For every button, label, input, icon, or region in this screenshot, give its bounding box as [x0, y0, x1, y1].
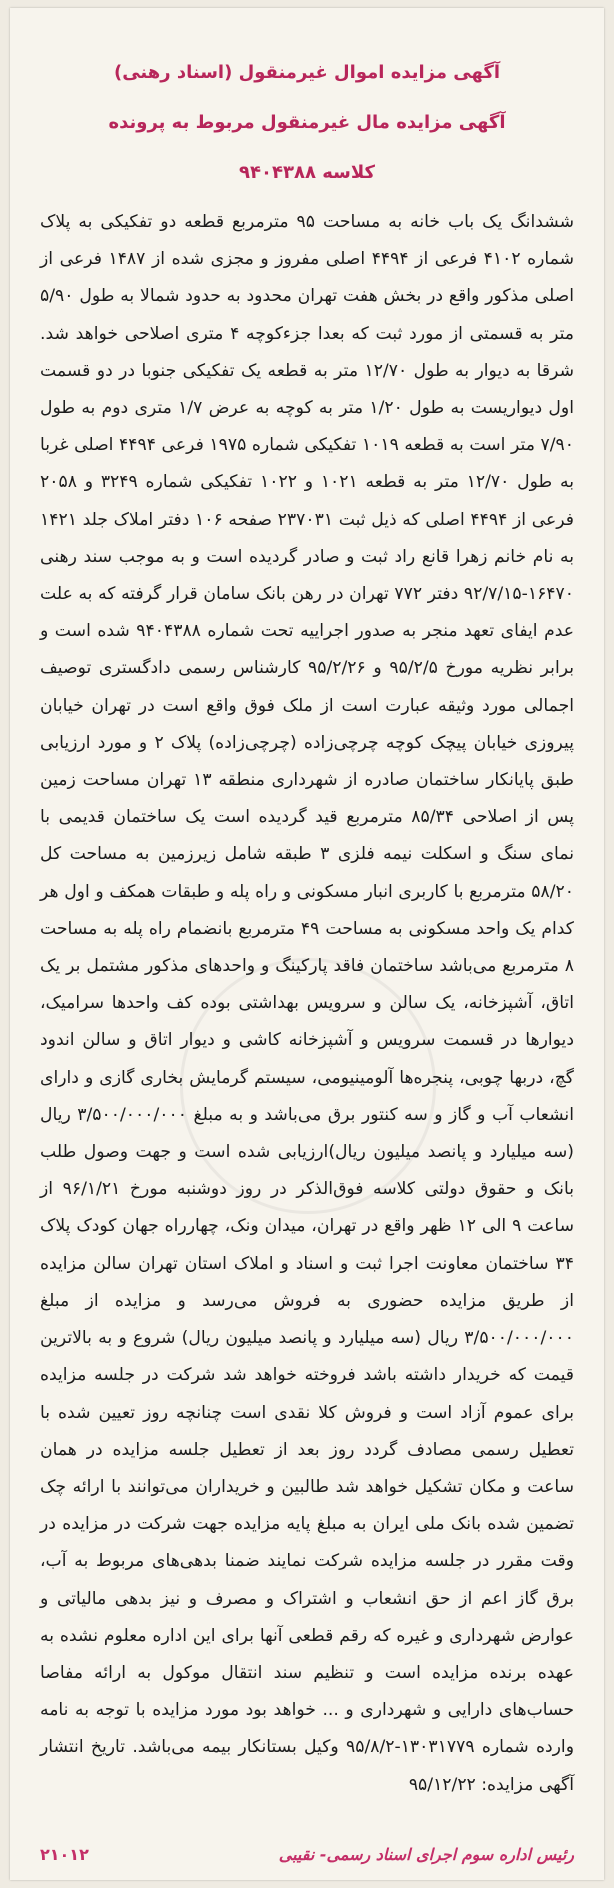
title-line-3: کلاسه ۹۴۰۴۳۸۸	[239, 162, 375, 183]
notice-body: ششدانگ یک باب خانه به مساحت ۹۵ مترمربع قطعه دو تفکیکی به پلاک شماره ۴۱۰۲ فرعی از ۴۴۹۴ اصلی مفروز و مجزی شده از ۱۴۸۷ فرعی از اصلی مذکور واقع در بخش هفت تهران محدود به حدود شمالا به طول ۵/۹۰ متر به قسمتی از مورد ثبت که بعدا جزءکوچه ۴ متری اصلاحی خواهد شد. شرقا به دیوار به طول ۱۲/۷۰ متر به قطعه یک تفکیکی جنوبا در دو قسمت اول دیواریست به طول ۱/۲۰ متر به کوچه به عرض ۱/۷ متری دوم به طول ۷/۹۰ متر است به قطعه ۱۰۱۹ تفکیکی شماره ۱۹۷۵ فرعی ۴۴۹۴ اصلی غربا به طول ۱۲/۷۰ متر به قطعه ۱۰۲۱ و ۱۰۲۲ تفکیکی شماره ۳۲۴۹ و ۲۰۵۸ فرعی از ۴۴۹۴ اصلی که ذیل ثبت ۲۳۷۰۳۱ صفحه ۱۰۶ دفتر املاک جلد ۱۴۲۱ به نام خانم زهرا قانع راد ثبت و صادر گردیده است و به موجب سند رهنی ۱۶۴۷۰-۹۲/۷/۱۵ دفتر ۷۷۲ تهران در رهن بانک سامان قرار گرفته که به علت عدم ایفای تعهد منجر به صدور اجراییه تحت شماره ۹۴۰۴۳۸۸ شده است و برابر نظریه مورخ ۹۵/۲/۵ و ۹۵/۲/۲۶ کارشناس رسمی دادگستری توصیف اجمالی مورد وثیقه عبارت است از ملک فوق واقع است در تهران خیابان پیروزی خیابان پیچک کوچه چرچی‌زاده (چرچی‌زاده) پلاک ۲ و مورد ارزیابی طبق پایانکار ساختمان صادره از شهرداری منطقه ۱۳ تهران مساحت زمین پس از اصلاحی ۸۵/۳۴ مترمربع قید گردیده است یک ساختمان قدیمی با نمای سنگ و اسکلت نیمه فلزی ۳ طبقه شامل زیرزمین به مساحت کل ۵۸/۲۰ مترمربع با کاربری انبار مسکونی و راه پله و طبقات همکف و اول هر کدام یک واحد مسکونی به مساحت ۴۹ مترمربع بانضمام راه پله به مساحت ۸ مترمربع می‌باشد ساختمان فاقد پارکینگ و واحدهای مذکور مشتمل بر یک اتاق، آشپزخانه، یک سالن و سرویس بهداشتی بوده کف واحدها سرامیک، دیوارها در قسمت سرویس و آشپزخانه کاشی و دیوار اتاق و سالن اندود گچ، دربها چوبی، پنجره‌ها آلومینیومی، سیستم گرمایش بخاری گازی و دارای انشعاب آب و گاز و سه کنتور برق می‌باشد و به مبلغ ۳/۵۰۰/۰۰۰/۰۰۰ ریال (سه میلیارد و پانصد میلیون ریال)ارزیابی شده است و جهت وصول طلب بانک و حقوق دولتی کلاسه فوق‌الذکر در روز دوشنبه مورخ ۹۶/۱/۲۱ از ساعت ۹ الی ۱۲ ظهر واقع در تهران، میدان ونک، چهارراه جهان کودک پلاک ۳۴ ساختمان معاونت اجرا ثبت و اسناد و املاک استان تهران سالن مزایده از طریق مزایده حضوری به فروش می‌رسد و مزایده از مبلغ ۳/۵۰۰/۰۰۰/۰۰۰ ریال (سه میلیارد و پانصد میلیون ریال) شروع و به بالاترین قیمت که خریدار داشته باشد فروخته خواهد شد شرکت در جلسه مزایده برای عموم آزاد است و فروش کلا نقدی است چنانچه روز تعیین شده با تعطیل رسمی مصادف گردد روز بعد از تعطیل جلسه مزایده در همان ساعت و مکان تشکیل خواهد شد طالبین و خریداران می‌توانند با ارائه چک تضمین شده بانک ملی ایران به مبلغ پایه مزایده جهت شرکت در مزایده در وقت مقرر در جلسه مزایده شرکت نمایند ضمنا بدهی‌های مربوط به آب، برق گاز اعم از حق انشعاب و اشتراک و مصرف و نیز بدهی مالیاتی و عوارض شهرداری و غیره که رقم قطعی آنها برای این اداره معلوم نشده به عهده برنده مزایده است و تنظیم سند انتقال موکول به ارائه مفاصا حساب‌های دارایی و شهرداری و ... خواهد بود مورد مزایده با توجه به نامه وارده شماره ۱۳۰۳۱۷۷۹-۹۵/۸/۲ وکیل بستانکار بیمه می‌باشد. تاریخ انتشار آگهی مزایده: ۹۵/۱۲/۲۲	[40, 212, 575, 1795]
title-line-1: آگهی مزایده اموال غیرمنقول (اسناد رهنی)	[113, 62, 500, 83]
notice-footer	[40, 1840, 574, 1870]
title-line-2: آگهی مزایده مال غیرمنقول مربوط به پرونده	[108, 112, 506, 133]
signature-line: رئیس اداره سوم اجرای اسناد رسمی- نقیبی	[278, 1845, 574, 1864]
notice-code: ۲۱۰۱۲	[40, 1845, 89, 1864]
notice-paper	[10, 8, 604, 1880]
notice-header	[10, 48, 604, 198]
